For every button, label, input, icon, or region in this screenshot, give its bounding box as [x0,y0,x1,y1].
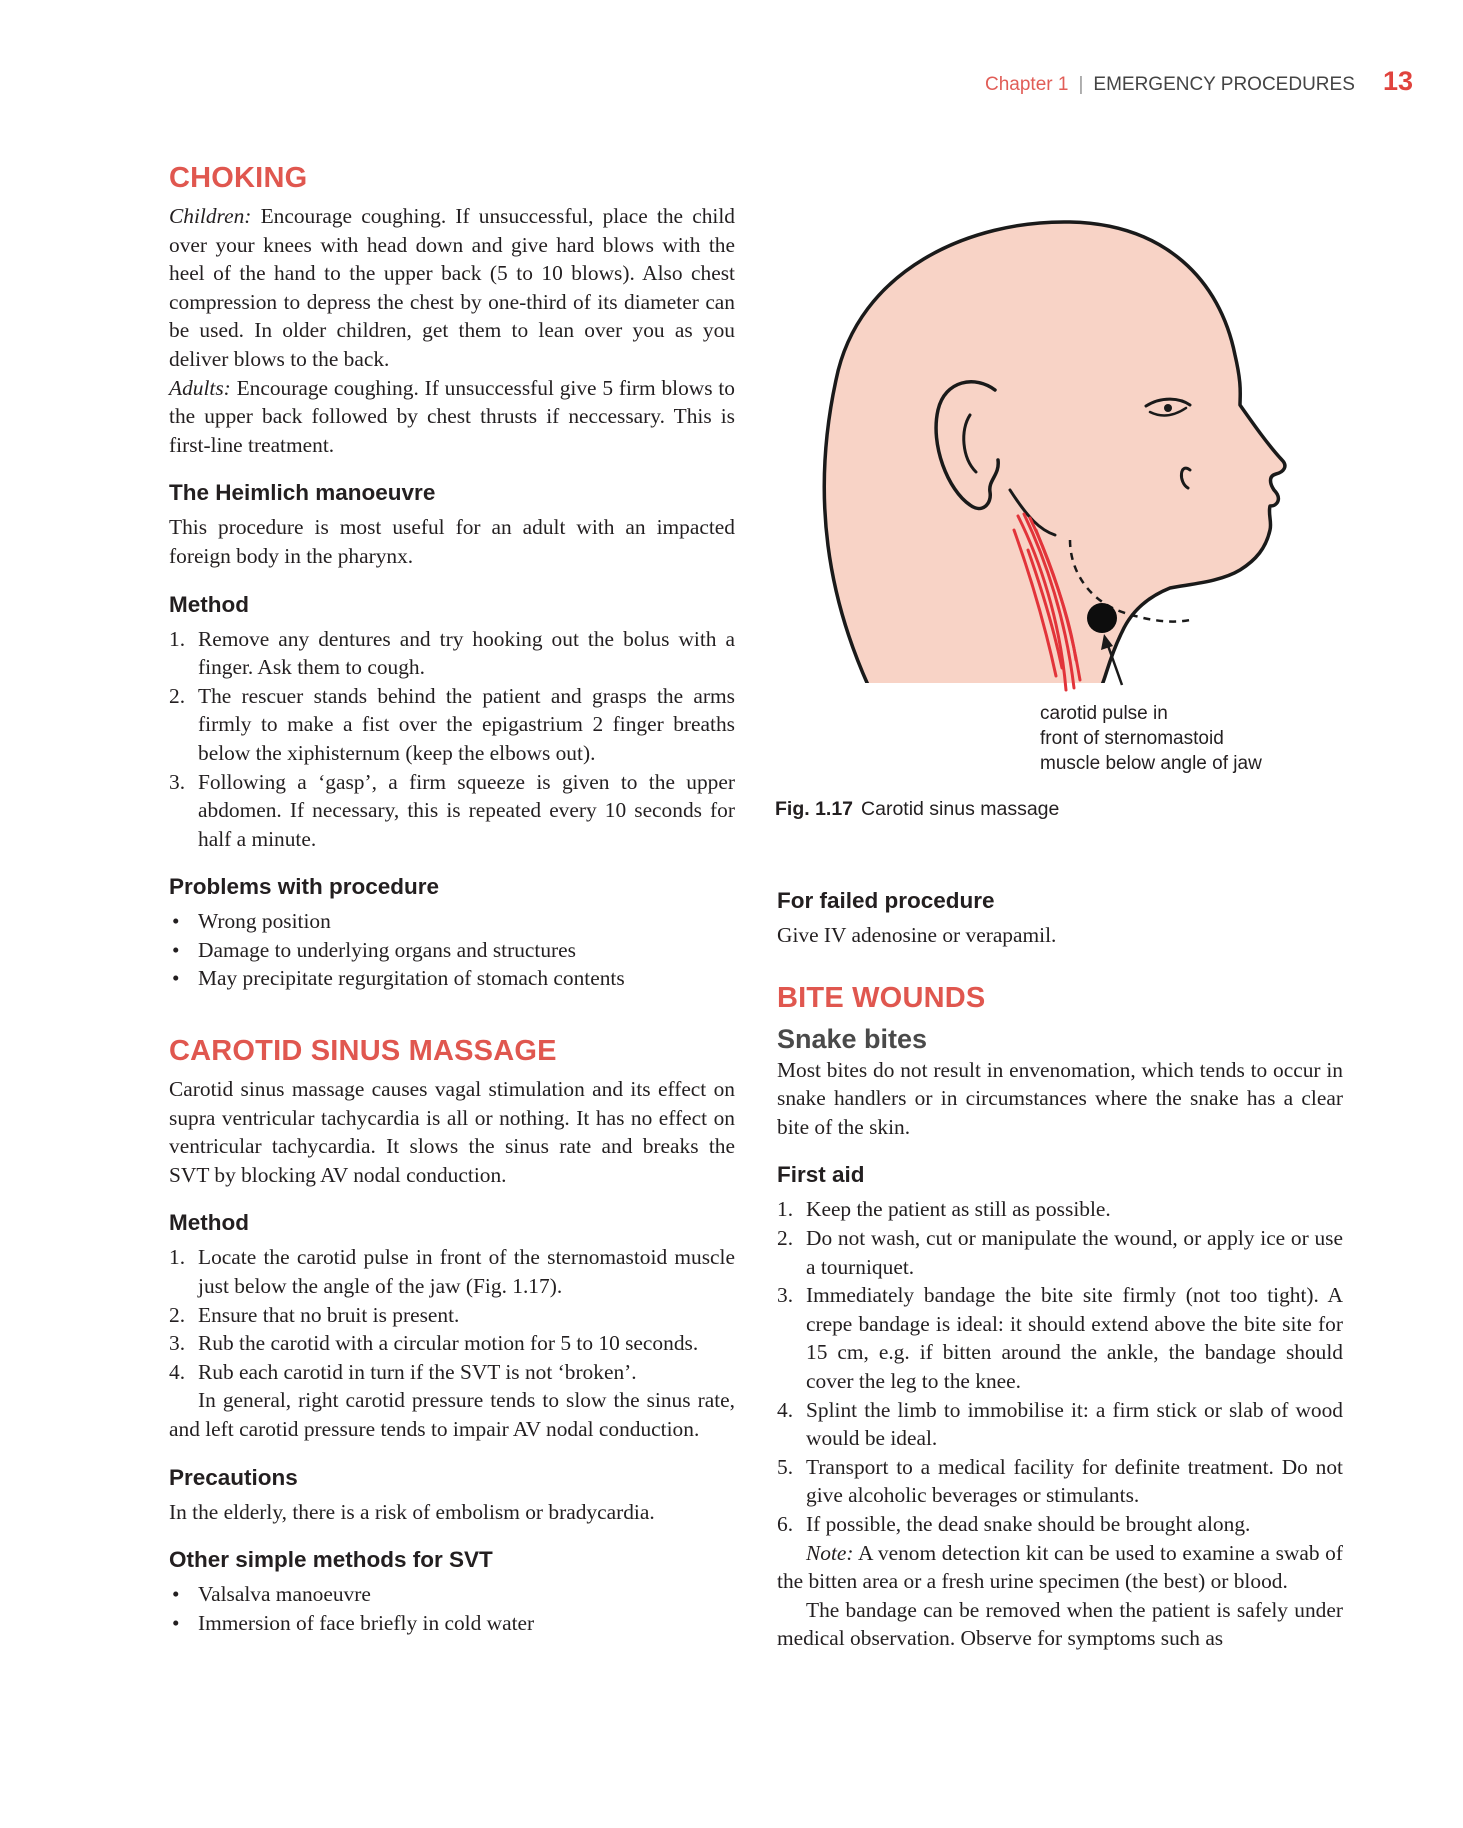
list-item [777,1195,1343,1224]
item-text: Damage to underlying organs and structures [198,937,577,962]
step-text: Rub the carotid with a circular motion for 5 to 10 seconds. [198,1331,699,1356]
heimlich-heading: The Heimlich manoeuvre [169,480,436,506]
snake-bites-heading: Snake bites [777,1023,928,1054]
list-item [169,964,735,993]
list-item [777,1510,1343,1539]
children-text: Encourage coughing. If unsuccessful, place the child over your knees with head down and give hard blows with the heel of the hand to the upper back (5 to 10 blows). Also chest compression to depress the chest by one-third of its diameter can be used. In older children, get them to lean over you as you deliver blows to the back. [169,204,735,371]
item-text: Immersion of face briefly in cold water [198,1610,535,1635]
list-item [169,682,735,768]
bullet: • [172,1610,180,1635]
heimlich-text: This procedure is most useful for an adult with an impacted foreign body in the pharynx. [169,515,735,568]
step-number: 1. [169,1245,186,1270]
bandage-removal-text: The bandage can be removed when the patient is safely under medical observation. Observe for symptoms such as [777,1597,1343,1651]
step-text: Do not wash, cut or manipulate the wound, or apply ice or use a tourniquet. [806,1225,1343,1279]
step-text: Locate the carotid pulse in front of the sternomastoid muscle just below the angle of the jaw (Fig. 1.17). [198,1245,735,1299]
item-text: May precipitate regurgitation of stomach contents [198,966,625,991]
step-text: If possible, the dead snake should be brought along. [806,1511,1251,1536]
figure-caption [775,798,1059,821]
failed-procedure-heading: For failed procedure [777,888,995,913]
step-number: 2. [169,683,186,708]
step-text: Rub each carotid in turn if the SVT is not ‘broken’. [198,1359,637,1384]
choking-method-heading: Method [169,591,249,617]
step-text: Following a ‘gasp’, a firm squeeze is given to the upper abdomen. If necessary, this is repeated every 10 seconds for half a minute. [198,769,735,851]
list-item [169,907,735,936]
bullet: • [172,1582,180,1607]
step-text: The rescuer stands behind the patient and grasps the arms firmly to make a fist over the epigastrium 2 finger breaths below the xiphisternum (keep the elbows out). [198,683,735,765]
choking-children-paragraph [169,202,735,374]
step-number: 3. [169,1331,186,1356]
step-number: 2. [169,1302,186,1327]
precautions-text: In the elderly, there is a risk of embolism or bradycardia. [169,1499,655,1524]
step-text: Remove any dentures and try hooking out the bolus with a finger. Ask them to cough. [198,626,735,680]
step-number: 3. [169,769,186,794]
precautions-heading: Precautions [169,1464,298,1490]
bullet: • [172,909,180,934]
bite-wounds-heading: BITE WOUNDS [777,981,986,1014]
adults-text: Encourage coughing. If unsuccessful give 5 firm blows to the upper back followed by chest thrusts if neccessary. This is first-line treatment. [169,375,735,457]
list-item [169,1301,735,1330]
figure-label: Fig. 1.17 [775,798,854,820]
step-text: Keep the patient as still as possible. [806,1197,1111,1222]
list-item [777,1396,1343,1453]
item-text: Valsalva manoeuvre [198,1582,371,1607]
children-label: Children: [169,204,252,228]
callout-line: front of sternomastoid [1040,728,1224,749]
choking-heading: CHOKING [169,162,308,194]
figure-caption-text: Carotid sinus massage [861,798,1060,820]
step-text: Immediately bandage the bite site firmly (not too tight). A crepe bandage is ideal: it should extend above the bite site for 15 cm, e.g. if bitten around the ankle, the bandage should cover the leg to the knee. [806,1283,1343,1393]
other-methods-heading: Other simple methods for SVT [169,1547,493,1573]
list-item [169,1329,735,1358]
step-number: 1. [777,1197,794,1222]
list-item [169,1609,735,1638]
header-divider: | [1078,74,1084,95]
list-item [169,768,735,854]
callout-line: carotid pulse in [1040,703,1168,724]
figure-callout [1040,701,1340,776]
other-methods-list [169,1580,735,1637]
callout-line: muscle below angle of jaw [1040,753,1262,774]
list-item [169,1580,735,1609]
step-text: Transport to a medical facility for definite treatment. Do not give alcoholic beverages or stimulants. [806,1454,1343,1508]
carotid-pulse-marker [1087,603,1117,633]
choking-method-list [169,625,735,854]
step-number: 6. [777,1511,794,1536]
problems-heading: Problems with procedure [169,874,440,900]
step-text: Splint the limb to immobilise it: a firm stick or slab of wood would be ideal. [806,1397,1343,1451]
step-number: 5. [777,1454,794,1479]
chapter-label: Chapter 1 [985,74,1069,95]
step-number: 3. [777,1283,794,1308]
page-number: 13 [1383,66,1414,96]
list-item [169,625,735,682]
first-aid-heading: First aid [777,1162,865,1188]
note-label: Note: [806,1540,854,1565]
bullet: • [172,937,180,962]
left-column [169,160,735,1637]
item-text: Wrong position [198,909,331,934]
carotid-intro: Carotid sinus massage causes vagal stimulation and its effect on supra ventricular tachycardia is all or nothing. It has no effect on ventricular tachycardia. It slows the sinus rate and breaks the SVT by blocking AV nodal conduction. [169,1077,735,1187]
step-text: Ensure that no bruit is present. [198,1302,460,1327]
note-text: A venom detection kit can be used to examine a swab of the bitten area or a fresh urine specimen (the best) or blood. [777,1540,1343,1594]
failed-procedure-text: Give IV adenosine or verapamil. [777,923,1057,947]
list-item [169,936,735,965]
carotid-method-note: In general, right carotid pressure tends to slow the sinus rate, and left carotid pressure tends to impair AV nodal conduction. [169,1388,735,1441]
carotid-heading: CAROTID SINUS MASSAGE [169,1035,557,1068]
right-column [777,886,1343,1653]
list-item [777,1281,1343,1395]
carotid-method-list [169,1243,735,1386]
snake-bites-intro: Most bites do not result in envenomation, which tends to occur in snake handlers or in circumstances where the snake has a clear bite of the skin. [777,1057,1343,1139]
list-item [169,1243,735,1300]
first-aid-list [777,1195,1343,1538]
step-number: 2. [777,1225,794,1250]
step-number: 4. [777,1397,794,1422]
step-number: 4. [169,1359,186,1384]
list-item [777,1453,1343,1510]
carotid-method-heading: Method [169,1210,249,1236]
problems-list [169,907,735,993]
venom-kit-note [777,1539,1343,1596]
chapter-title: EMERGENCY PROCEDURES [1093,74,1355,95]
list-item [777,1224,1343,1281]
list-item [169,1358,735,1387]
choking-adults-paragraph [169,374,735,460]
adults-label: Adults: [169,375,231,400]
running-header [985,74,1355,96]
step-number: 1. [169,626,186,651]
bullet: • [172,966,180,991]
